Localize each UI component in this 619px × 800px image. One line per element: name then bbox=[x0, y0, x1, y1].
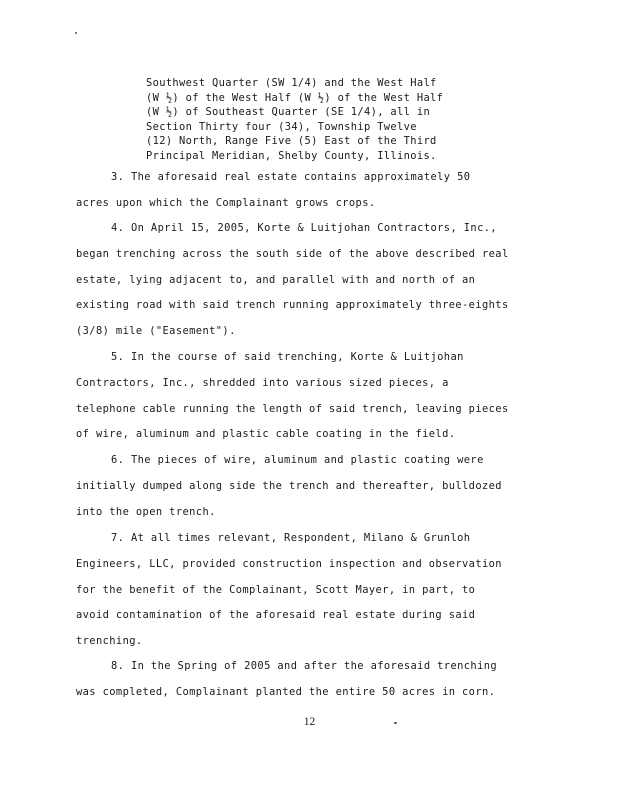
legal-description-block bbox=[146, 76, 546, 164]
paragraph-line: 5. In the course of said trenching, Korte & Luitjohan bbox=[111, 351, 464, 363]
paragraph-line: 8. In the Spring of 2005 and after the aforesaid trenching bbox=[111, 660, 498, 672]
paragraph-line: began trenching across the south side of the above described real bbox=[76, 247, 509, 260]
legal-description-line: (12) North, Range Five (5) East of the Third bbox=[146, 135, 437, 148]
paragraph-line: trenching. bbox=[76, 635, 143, 648]
paragraph-line: telephone cable running the length of said trench, leaving pieces bbox=[76, 402, 509, 415]
paragraph-line: acres upon which the Complainant grows crops. bbox=[76, 196, 376, 209]
paragraph-line: was completed, Complainant planted the entire 50 acres in corn. bbox=[76, 685, 496, 698]
paragraph-line: 3. The aforesaid real estate contains approximately 50 bbox=[111, 171, 471, 183]
paragraph-line: Engineers, LLC, provided construction inspection and observation bbox=[76, 557, 502, 570]
paragraph-line: for the benefit of the Complainant, Scott Mayer, in part, to bbox=[76, 583, 476, 596]
paragraph-line: 4. On April 15, 2005, Korte & Luitjohan Contractors, Inc., bbox=[111, 222, 498, 234]
paragraph-8 bbox=[76, 654, 556, 706]
scan-speck bbox=[75, 32, 77, 34]
paragraph-line: (3/8) mile ("Easement"). bbox=[76, 325, 236, 338]
paragraph-line: of wire, aluminum and plastic cable coating in the field. bbox=[76, 428, 456, 441]
legal-description-line: Section Thirty four (34), Township Twelve bbox=[146, 120, 417, 133]
paragraph-3 bbox=[76, 165, 556, 217]
legal-description-line: (W ½) of Southeast Quarter (SE 1/4), all in bbox=[146, 106, 431, 119]
paragraph-4 bbox=[76, 216, 556, 345]
legal-description-line: Southwest Quarter (SW 1/4) and the West Half bbox=[146, 77, 437, 89]
paragraph-line: estate, lying adjacent to, and parallel with and north of an bbox=[76, 273, 476, 286]
legal-description-line: (W ½) of the West Half (W ½) of the West Half bbox=[146, 91, 444, 104]
page-number: 12 bbox=[303, 716, 316, 728]
paragraph-line: existing road with said trench running approximately three-eights bbox=[76, 299, 509, 312]
paragraph-6 bbox=[76, 448, 556, 525]
paragraph-line: 6. The pieces of wire, aluminum and plastic coating were bbox=[111, 454, 484, 466]
paragraph-5 bbox=[76, 345, 556, 448]
paragraph-line: into the open trench. bbox=[76, 505, 216, 518]
paragraph-line: initially dumped along side the trench and thereafter, bulldozed bbox=[76, 479, 502, 492]
paragraph-line: avoid contamination of the aforesaid real estate during said bbox=[76, 609, 476, 622]
paragraph-line: Contractors, Inc., shredded into various sized pieces, a bbox=[76, 376, 449, 389]
paragraph-line: 7. At all times relevant, Respondent, Milano & Grunloh bbox=[111, 532, 471, 544]
legal-description-line: Principal Meridian, Shelby County, Illinois. bbox=[146, 149, 437, 162]
paragraph-7 bbox=[76, 526, 556, 655]
